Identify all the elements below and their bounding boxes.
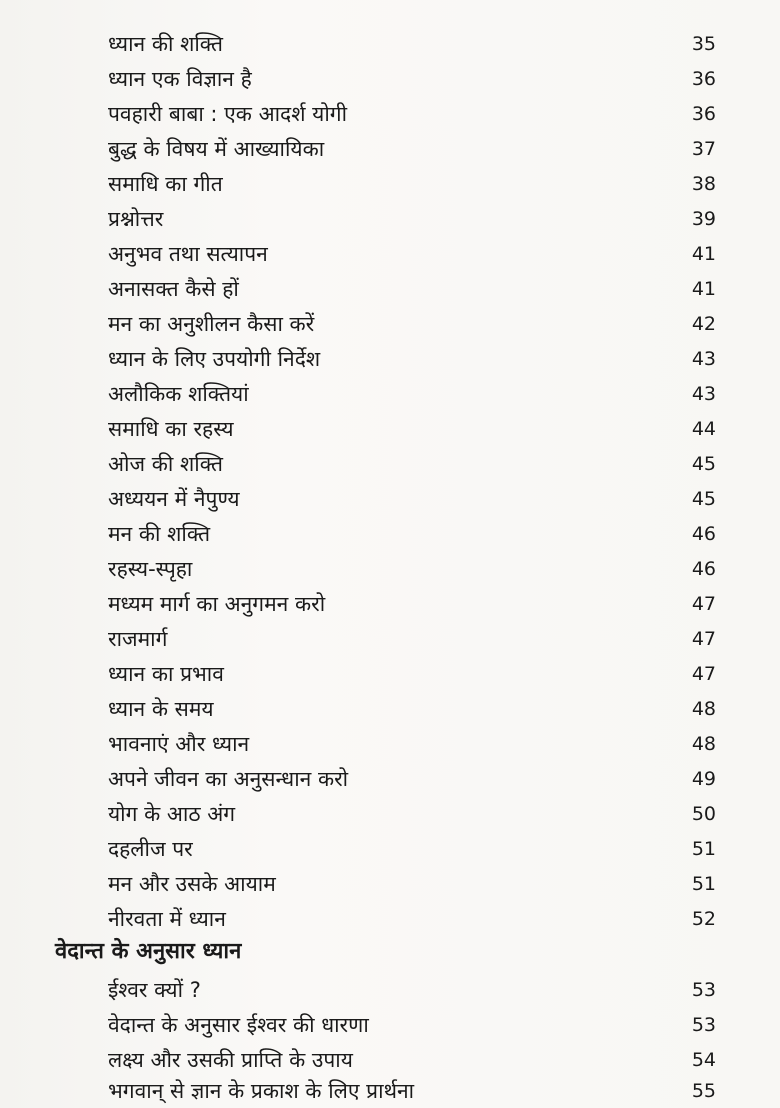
toc-entry (108, 692, 716, 726)
toc-entry-page: 35 (691, 33, 716, 55)
toc-entry-title: समाधि का रहस्य (108, 417, 234, 441)
toc-entry-page: 48 (691, 698, 716, 720)
toc-entry-title: ओज की शक्ति (108, 452, 223, 476)
toc-entry-title: नीरवता में ध्यान (108, 907, 226, 931)
toc-entry-page: 39 (691, 208, 716, 230)
toc-entry-title: पवहारी बाबा : एक आदर्श योगी (108, 102, 348, 126)
toc-entry-page: 48 (691, 733, 716, 755)
toc-entry-page: 47 (691, 628, 716, 650)
toc-entry-title: ध्यान का प्रभाव (108, 662, 224, 686)
toc-entry-title: वेदान्त के अनुसार ईश्वर की धारणा (108, 1013, 369, 1037)
toc-entry-title: भगवान् से ज्ञान के प्रकाश के लिए प्रार्थना (108, 1079, 415, 1103)
toc-entry (108, 27, 716, 61)
toc-entry-title: राजमार्ग (108, 627, 168, 651)
toc-entry-title: अनुभव तथा सत्यापन (108, 242, 268, 266)
toc-entry-title: समाधि का गीत (108, 172, 223, 196)
toc-entry-title: अध्ययन में नैपुण्य (108, 487, 240, 511)
toc-entry-title: ध्यान एक विज्ञान है (108, 67, 252, 91)
toc-entry (108, 62, 716, 96)
toc-entry-page: 51 (691, 873, 716, 895)
toc-entry-page: 53 (691, 979, 716, 1001)
toc-entry-page: 46 (691, 558, 716, 580)
toc-entry (108, 307, 716, 341)
toc-entry-page: 45 (691, 453, 716, 475)
toc-entry-page: 45 (691, 488, 716, 510)
toc-entry-page: 52 (691, 908, 716, 930)
toc-entry (108, 517, 716, 551)
toc-entry-title: अनासक्त कैसे हों (108, 277, 239, 301)
toc-entry (108, 167, 716, 201)
toc-entry-page: 46 (691, 523, 716, 545)
toc-entry-title: मन और उसके आयाम (108, 872, 276, 896)
toc-entry-title: ध्यान के लिए उपयोगी निर्देश (108, 347, 321, 371)
toc-entry-title: मध्यम मार्ग का अनुगमन करो (108, 592, 326, 616)
toc-entry-title: मन का अनुशीलन कैसा करें (108, 312, 315, 336)
toc-entry-title: ध्यान के समय (108, 697, 214, 721)
toc-entry-page: 36 (691, 103, 716, 125)
toc-entry-page: 41 (691, 278, 716, 300)
toc-entry (108, 587, 716, 621)
toc-entry-title: अपने जीवन का अनुसन्धान करो (108, 767, 349, 791)
toc-entry-title: बुद्ध के विषय में आख्यायिका (108, 137, 325, 161)
toc-entry-page: 38 (691, 173, 716, 195)
toc-entry (108, 342, 716, 376)
toc-entry-page: 47 (691, 663, 716, 685)
toc-entry (108, 867, 716, 901)
toc-entry-page: 43 (691, 383, 716, 405)
toc-entry-title: योग के आठ अंग (108, 802, 236, 826)
toc-entry (108, 202, 716, 236)
toc-entry (108, 622, 716, 656)
section-heading: वेदान्त के अनुसार ध्यान (55, 939, 242, 964)
toc-entry (108, 797, 716, 831)
toc-entry-page: 49 (691, 768, 716, 790)
toc-entry-title: अलौकिक शक्तियां (108, 382, 249, 406)
toc-entry (108, 237, 716, 271)
toc-entry-page: 53 (691, 1014, 716, 1036)
toc-entry (108, 1043, 716, 1077)
toc-entry (108, 412, 716, 446)
toc-entry (108, 552, 716, 586)
toc-entry (108, 1008, 716, 1042)
toc-entry-page: 44 (691, 418, 716, 440)
toc-entry-page: 54 (691, 1049, 716, 1071)
toc-entry-page: 47 (691, 593, 716, 615)
toc-entry (108, 657, 716, 691)
toc-entry (108, 832, 716, 866)
toc-entry-title: ध्यान की शक्ति (108, 32, 224, 56)
toc-entry (108, 1074, 716, 1108)
toc-entry-title: रहस्य-स्पृहा (108, 557, 193, 581)
toc-entry-title: प्रश्नोत्तर (108, 207, 164, 231)
toc-entry-page: 55 (691, 1080, 716, 1102)
toc-entry-title: दहलीज पर (108, 837, 193, 861)
toc-entry (108, 973, 716, 1007)
toc-entry-page: 50 (691, 803, 716, 825)
toc-entry-page: 37 (691, 138, 716, 160)
toc-entry (108, 762, 716, 796)
toc-entry (108, 377, 716, 411)
toc-entry (108, 902, 716, 936)
toc-entry (108, 447, 716, 481)
toc-entry-page: 43 (691, 348, 716, 370)
toc-entry (108, 132, 716, 166)
toc-entry (108, 482, 716, 516)
toc-entry (108, 97, 716, 131)
toc-entry (108, 727, 716, 761)
toc-entry-page: 51 (691, 838, 716, 860)
toc-entry-title: लक्ष्य और उसकी प्राप्ति के उपाय (108, 1048, 353, 1072)
toc-entry-page: 41 (691, 243, 716, 265)
toc-entry-page: 36 (691, 68, 716, 90)
toc-entry-title: मन की शक्ति (108, 522, 211, 546)
toc-entry (108, 272, 716, 306)
toc-entry-title: ईश्वर क्यों ? (108, 978, 201, 1002)
toc-entry-page: 42 (691, 313, 716, 335)
toc-entry-title: भावनाएं और ध्यान (108, 732, 250, 756)
